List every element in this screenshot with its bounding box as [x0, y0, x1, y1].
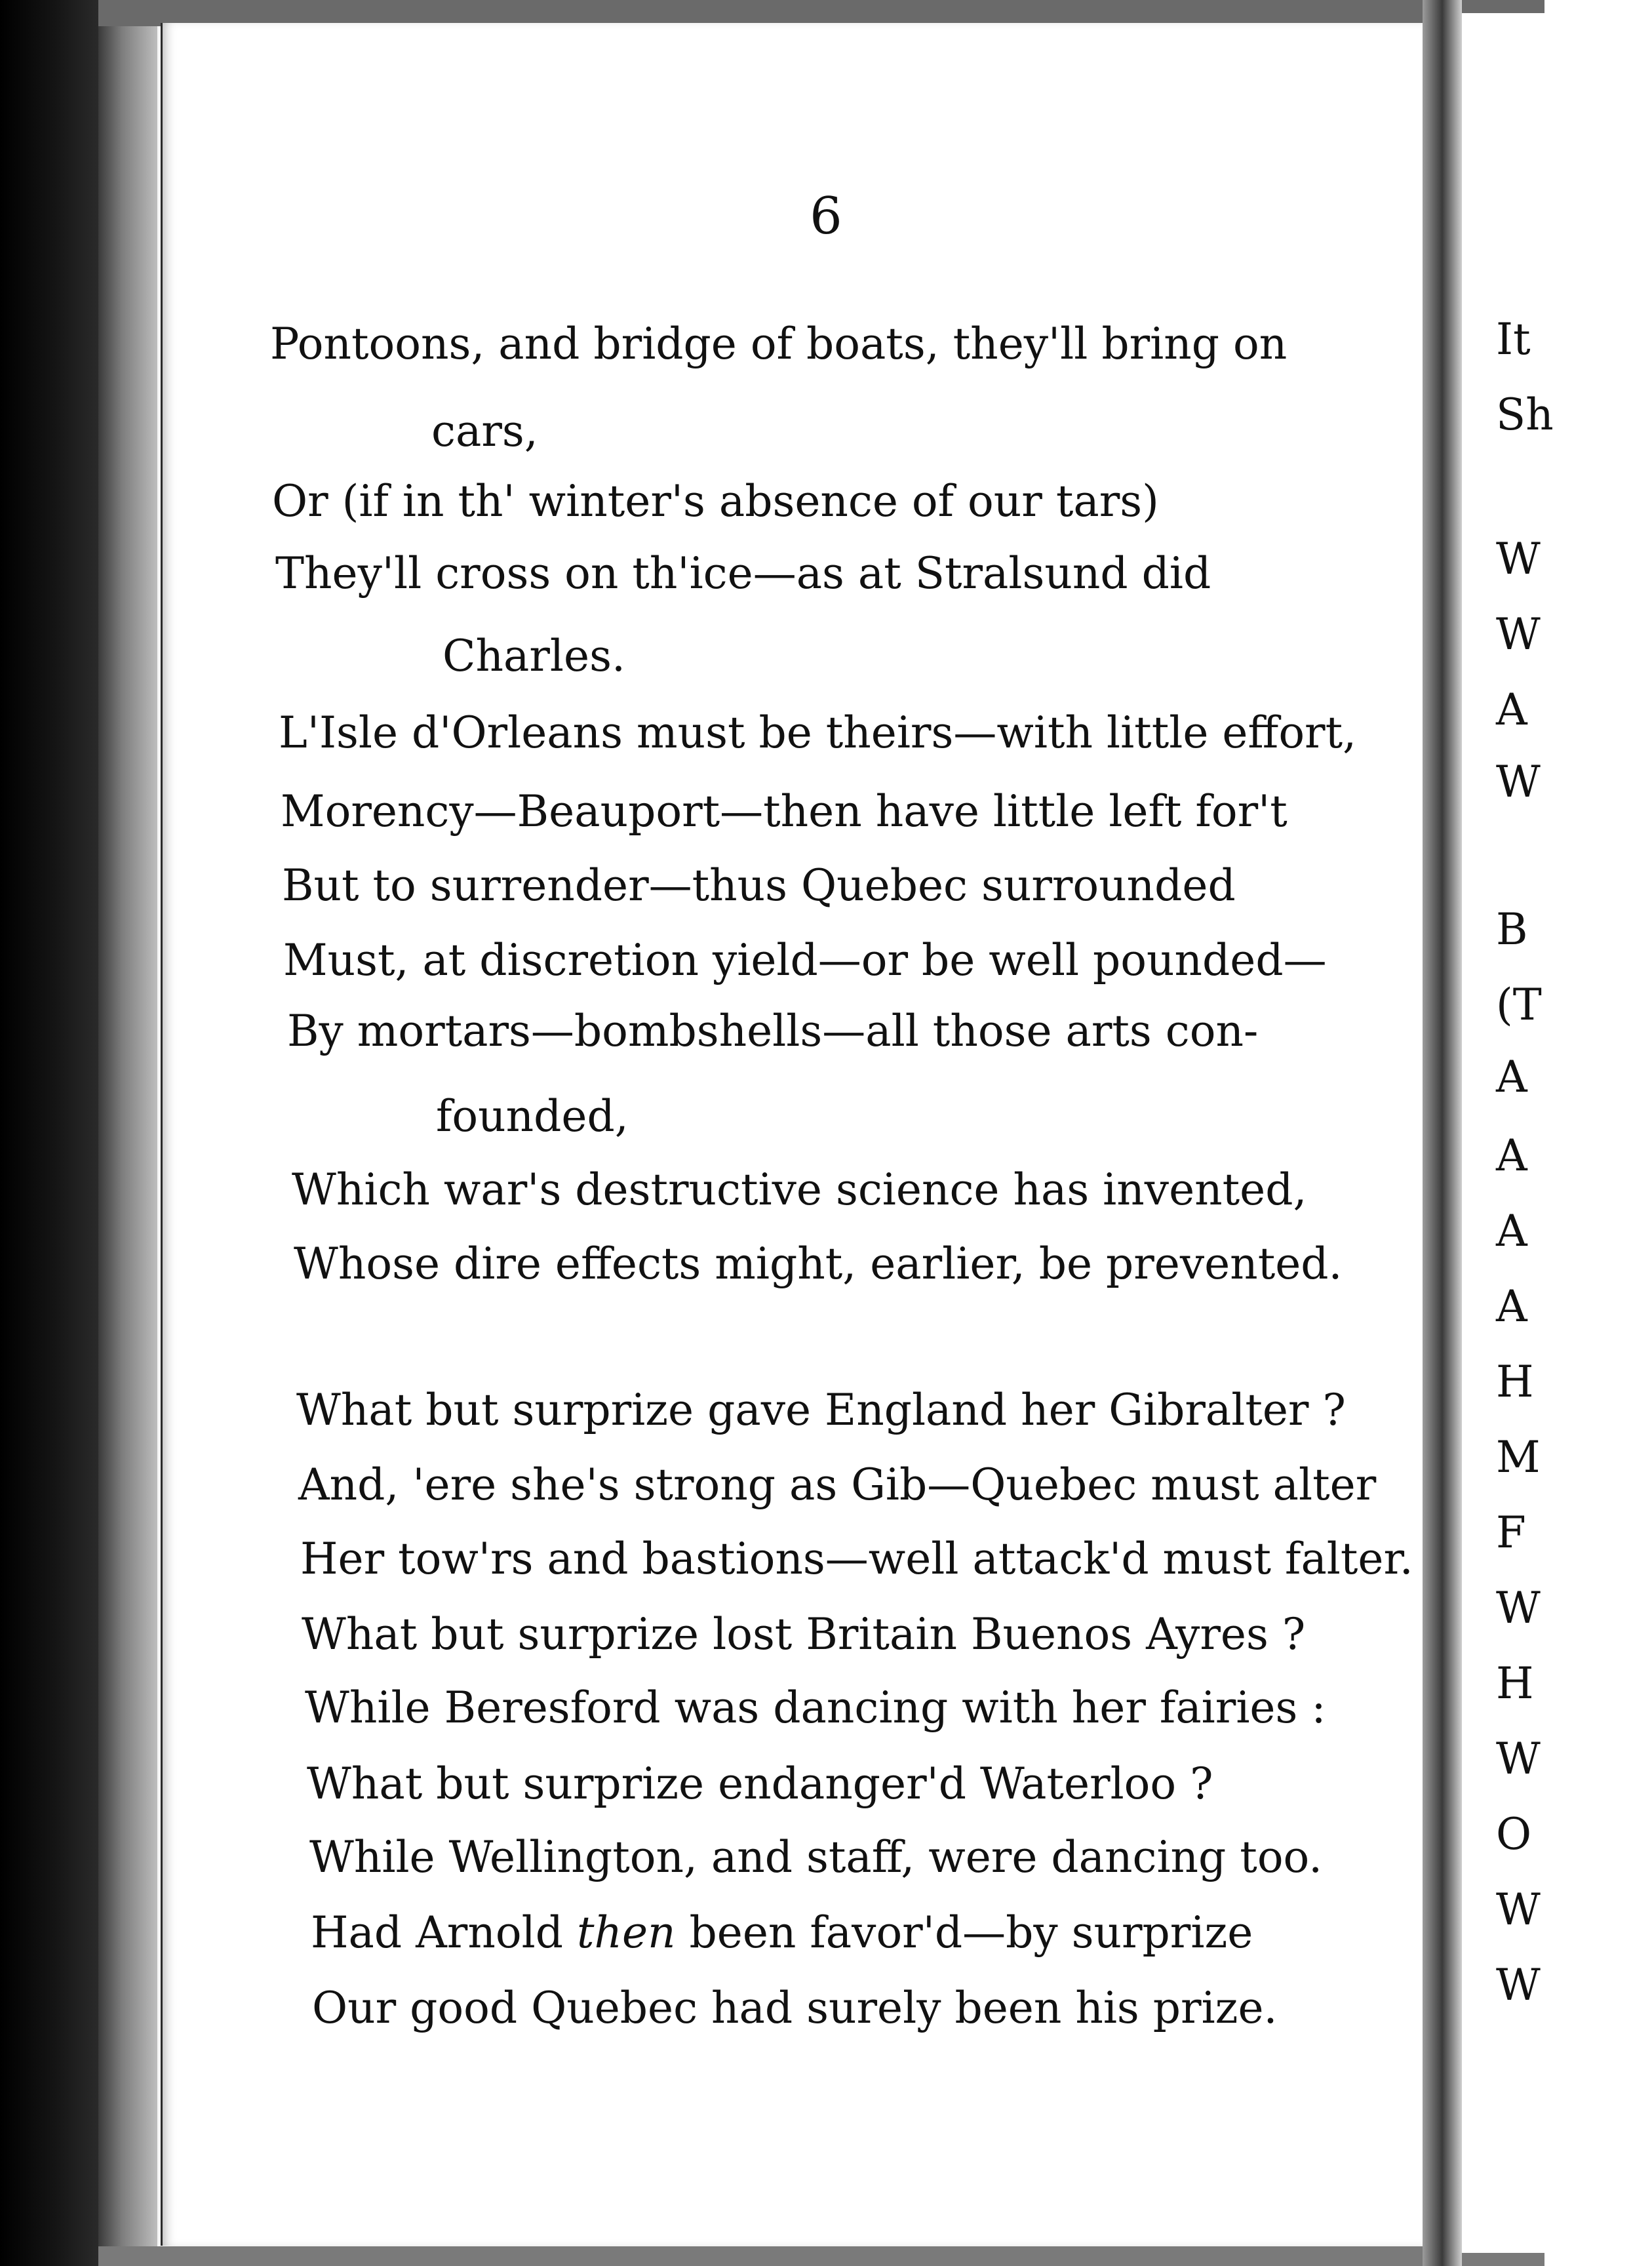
poem-line: L'Isle d'Orleans must be theirs—with little effort,: [279, 707, 1357, 758]
facing-page-fragment: B: [1496, 904, 1528, 955]
facing-page-edge: [1462, 13, 1554, 2253]
poem-line: Whose dire effects might, earlier, be prevented.: [294, 1239, 1343, 1289]
facing-page-fragment: W: [1496, 1583, 1541, 1633]
facing-page-fragment: A: [1496, 685, 1527, 735]
poem-line-continuation: Charles.: [442, 631, 625, 681]
facing-page-fragment: A: [1496, 1206, 1527, 1256]
poem-line: What but surprize endanger'd Waterloo ?: [307, 1759, 1213, 1809]
poem-line: What but surprize gave England her Gibralter ?: [296, 1385, 1346, 1435]
poem-line-continuation: cars,: [431, 406, 538, 456]
page-gutter: [1423, 0, 1462, 2266]
poem-line: Must, at discretion yield—or be well pounded—: [283, 935, 1327, 985]
poem-line: What but surprize lost Britain Buenos Ayres ?: [302, 1609, 1306, 1660]
poem-line: Morency—Beauport—then have little left for't: [281, 786, 1288, 837]
facing-page-fragment: W: [1496, 757, 1541, 807]
poem-line: Our good Quebec had surely been his prize.: [312, 1983, 1278, 2033]
poem-line: And, 'ere she's strong as Gib—Quebec must alter: [298, 1460, 1377, 1510]
scan-top-edge: [98, 0, 1544, 26]
poem-line: Her tow'rs and bastions—well attack'd must falter.: [300, 1534, 1413, 1584]
facing-page-fragment: A: [1496, 1130, 1527, 1181]
poem-text: been favor'd—by surprize: [675, 1907, 1253, 1958]
page-number: 6: [810, 187, 842, 246]
facing-page-fragment: M: [1496, 1432, 1541, 1482]
poem-line: While Beresford was dancing with her fairies :: [305, 1682, 1326, 1733]
poem-text: Had Arnold: [311, 1907, 577, 1958]
facing-page-fragment: It: [1496, 314, 1531, 365]
poem-line: Or (if in th' winter's absence of our tars): [272, 476, 1159, 527]
facing-page-fragment: O: [1496, 1809, 1532, 1859]
facing-page-fragment: H: [1496, 1357, 1534, 1407]
scan-bottom-edge: [98, 2246, 1544, 2266]
poem-line: Pontoons, and bridge of boats, they'll bring on: [270, 319, 1288, 369]
scan-background-left: [0, 0, 98, 2266]
book-spine-edge: [98, 0, 157, 2266]
facing-page-fragment: W: [1496, 1734, 1541, 1784]
facing-page-fragment: A: [1496, 1052, 1527, 1102]
poem-line: They'll cross on th'ice—as at Stralsund did: [275, 548, 1211, 599]
poem-line: [311, 1907, 1253, 1958]
poem-line: By mortars—bombshells—all those arts con-: [287, 1006, 1259, 1056]
facing-page-fragment: W: [1496, 1960, 1541, 2010]
poem-line: But to surrender—thus Quebec surrounded: [282, 860, 1236, 911]
facing-page-fragment: W: [1496, 534, 1541, 584]
facing-page-fragment: W: [1496, 609, 1541, 660]
facing-page-fragment: A: [1496, 1281, 1527, 1332]
poem-line: While Wellington, and staff, were dancing too.: [309, 1832, 1323, 1882]
facing-page-fragment: H: [1496, 1658, 1534, 1709]
facing-page-fragment: (T: [1496, 980, 1542, 1030]
italic-word: then: [576, 1907, 676, 1958]
poem-line: Which war's destructive science has invented,: [292, 1164, 1307, 1215]
poem-line-continuation: founded,: [436, 1091, 629, 1142]
facing-page-fragment: W: [1496, 1884, 1541, 1935]
facing-page-fragment: F: [1496, 1507, 1526, 1558]
facing-page-fragment: Sh: [1496, 389, 1554, 440]
